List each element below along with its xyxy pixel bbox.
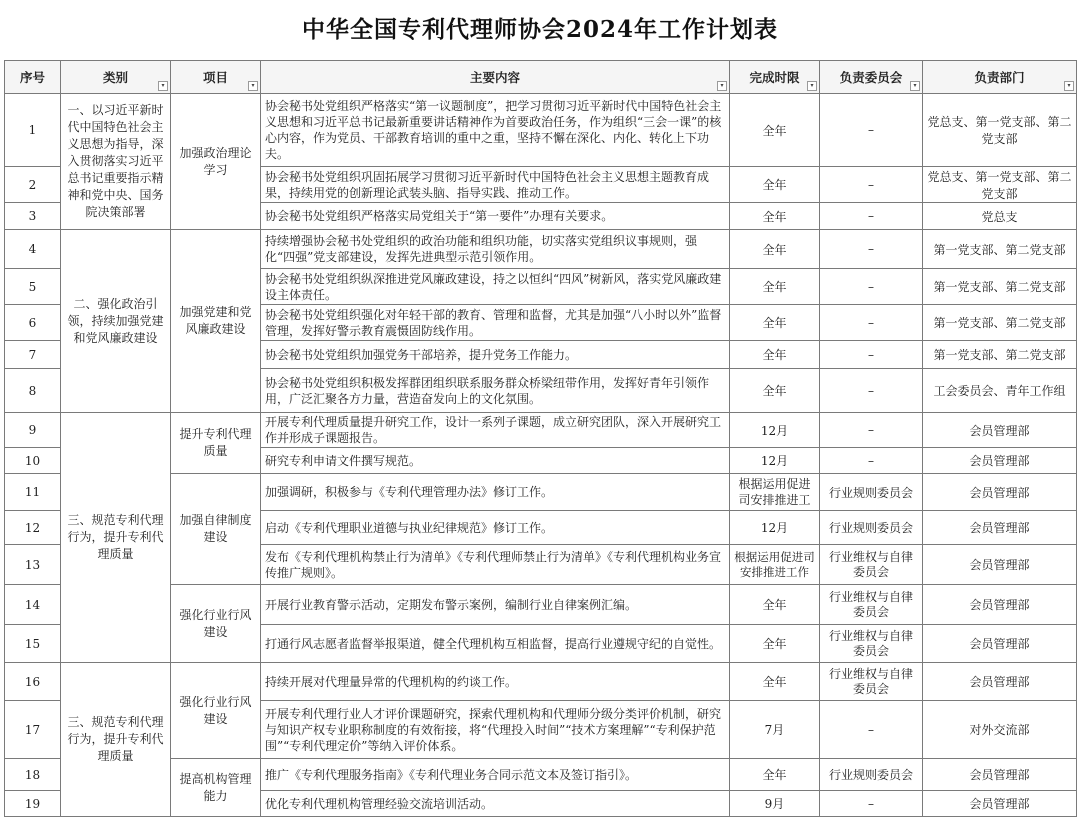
category-cell: 三、规范专利代理行为，提升专利代理质量: [61, 663, 171, 817]
category-cell: 一、以习近平新时代中国特色社会主义思想为指导，深入贯彻落实习近平总书记重要指示精神和党中央、国务院决策部署: [61, 94, 171, 230]
committee-cell: 行业维权与自律委员会: [820, 545, 923, 585]
content-cell: 开展专利代理行业人才评价课题研究，探索代理机构和代理师分级分类评价机制，研究与知识产权专业职称制度的有效衔接，将“代理投入时间”“技术方案理解”“专利保护范围”“专利代理定价”等纳入评价体系。: [261, 701, 730, 759]
content-cell: 加强调研，积极参与《专利代理管理办法》修订工作。: [261, 474, 730, 511]
seq-cell: 5: [5, 269, 61, 305]
seq-cell: 16: [5, 663, 61, 701]
seq-cell: 9: [5, 413, 61, 448]
content-cell: 协会秘书处党组织严格落实“第一议题制度”，把学习贯彻习近平新时代中国特色社会主义思想和习近平总书记最新重要讲话精神作为首要政治任务，作为组织“三会一课”的核心内容，作为党员、干部教育培训的重中之重，坚持不懈在深化、内化、转化上下功夫。: [261, 94, 730, 167]
committee-cell: –: [820, 230, 923, 269]
committee-cell: 行业维权与自律委员会: [820, 663, 923, 701]
filter-dropdown-icon[interactable]: ▾: [807, 81, 817, 91]
deadline-cell: 全年: [730, 167, 820, 203]
seq-cell: 14: [5, 585, 61, 625]
table-row: [5, 230, 1077, 269]
deadline-cell: 全年: [730, 341, 820, 369]
deadline-cell: 9月: [730, 791, 820, 817]
deadline-cell: 根据运用促进司安排推进工: [730, 474, 820, 511]
deadline-cell: 根据运用促进司安排推进工作: [730, 545, 820, 585]
header-seq: 序号: [5, 61, 61, 94]
deadline-cell: 7月: [730, 701, 820, 759]
page-title: 中华全国专利代理师协会2024年工作计划表: [301, 16, 778, 43]
work-plan-table: [4, 60, 1077, 817]
deadline-cell: 全年: [730, 269, 820, 305]
committee-cell: –: [820, 413, 923, 448]
table-row: [5, 94, 1077, 167]
dept-cell: 对外交流部: [923, 701, 1077, 759]
seq-cell: 6: [5, 305, 61, 341]
committee-cell: –: [820, 341, 923, 369]
committee-cell: 行业维权与自律委员会: [820, 585, 923, 625]
header-category[interactable]: 类别 ▾: [61, 61, 171, 94]
project-cell: 加强政治理论学习: [171, 94, 261, 230]
committee-cell: 行业规则委员会: [820, 474, 923, 511]
deadline-cell: 全年: [730, 759, 820, 791]
committee-cell: 行业规则委员会: [820, 511, 923, 545]
content-cell: 协会秘书处党组织巩固拓展学习贯彻习近平新时代中国特色社会主义思想主题教育成果，持续用党的创新理论武装头脑、指导实践、推动工作。: [261, 167, 730, 203]
project-cell: 强化行业行风建设: [171, 663, 261, 759]
dept-cell: 第一党支部、第二党支部: [923, 305, 1077, 341]
seq-cell: 2: [5, 167, 61, 203]
dept-cell: 第一党支部、第二党支部: [923, 269, 1077, 305]
seq-cell: 7: [5, 341, 61, 369]
committee-cell: –: [820, 791, 923, 817]
committee-cell: –: [820, 94, 923, 167]
content-cell: 协会秘书处党组织纵深推进党风廉政建设，持之以恒纠“四风”树新风，落实党风廉政建设主体责任。: [261, 269, 730, 305]
seq-cell: 17: [5, 701, 61, 759]
dept-cell: 会员管理部: [923, 448, 1077, 474]
dept-cell: 会员管理部: [923, 511, 1077, 545]
deadline-cell: 全年: [730, 94, 820, 167]
content-cell: 推广《专利代理服务指南》《专利代理业务合同示范文本及签订指引》。: [261, 759, 730, 791]
header-dept[interactable]: 负责部门 ▾: [923, 61, 1077, 94]
dept-cell: 党总支、第一党支部、第二党支部: [923, 94, 1077, 167]
deadline-cell: 12月: [730, 413, 820, 448]
content-cell: 开展专利代理质量提升研究工作，设计一系列子课题，成立研究团队，深入开展研究工作并形成子课题报告。: [261, 413, 730, 448]
dept-cell: 会员管理部: [923, 474, 1077, 511]
seq-cell: 18: [5, 759, 61, 791]
seq-cell: 1: [5, 94, 61, 167]
header-deadline[interactable]: 完成时限 ▾: [730, 61, 820, 94]
seq-cell: 8: [5, 369, 61, 413]
deadline-cell: 全年: [730, 663, 820, 701]
committee-cell: –: [820, 203, 923, 230]
committee-cell: 行业规则委员会: [820, 759, 923, 791]
seq-cell: 11: [5, 474, 61, 511]
project-cell: 加强党建和党风廉政建设: [171, 230, 261, 413]
dept-cell: 会员管理部: [923, 625, 1077, 663]
deadline-cell: 全年: [730, 203, 820, 230]
committee-cell: –: [820, 167, 923, 203]
category-cell: 二、强化政治引领，持续加强党建和党风廉政建设: [61, 230, 171, 413]
table-row: [5, 663, 1077, 701]
header-committee[interactable]: 负责委员会 ▾: [820, 61, 923, 94]
dept-cell: 会员管理部: [923, 791, 1077, 817]
dept-cell: 会员管理部: [923, 545, 1077, 585]
dept-cell: 会员管理部: [923, 413, 1077, 448]
content-cell: 协会秘书处党组织积极发挥群团组织联系服务群众桥梁纽带作用，发挥好青年引领作用，广泛汇聚各方力量，营造奋发向上的文化氛围。: [261, 369, 730, 413]
seq-cell: 15: [5, 625, 61, 663]
seq-cell: 3: [5, 203, 61, 230]
seq-cell: 4: [5, 230, 61, 269]
content-cell: 优化专利代理机构管理经验交流培训活动。: [261, 791, 730, 817]
table-row: [5, 413, 1077, 448]
deadline-cell: 全年: [730, 230, 820, 269]
dept-cell: 第一党支部、第二党支部: [923, 230, 1077, 269]
dept-cell: 第一党支部、第二党支部: [923, 341, 1077, 369]
content-cell: 开展行业教育警示活动，定期发布警示案例，编制行业自律案例汇编。: [261, 585, 730, 625]
header-content[interactable]: 主要内容 ▾: [261, 61, 730, 94]
content-cell: 协会秘书处党组织强化对年轻干部的教育、管理和监督，尤其是加强“八小时以外”监督管理，发挥好警示教育震慑固防线作用。: [261, 305, 730, 341]
filter-dropdown-icon[interactable]: ▾: [1064, 81, 1074, 91]
content-cell: 发布《专利代理机构禁止行为清单》《专利代理师禁止行为清单》《专利代理机构业务宣传推广规则》。: [261, 545, 730, 585]
filter-dropdown-icon[interactable]: ▾: [910, 81, 920, 91]
seq-cell: 10: [5, 448, 61, 474]
project-cell: 强化行业行风建设: [171, 585, 261, 663]
content-cell: 协会秘书处党组织加强党务干部培养，提升党务工作能力。: [261, 341, 730, 369]
seq-cell: 12: [5, 511, 61, 545]
deadline-cell: 全年: [730, 585, 820, 625]
filter-dropdown-icon[interactable]: ▾: [158, 81, 168, 91]
seq-cell: 19: [5, 791, 61, 817]
dept-cell: 党总支、第一党支部、第二党支部: [923, 167, 1077, 203]
content-cell: 研究专利申请文件撰写规范。: [261, 448, 730, 474]
filter-dropdown-icon[interactable]: ▾: [717, 81, 727, 91]
committee-cell: 行业维权与自律委员会: [820, 625, 923, 663]
content-cell: 持续开展对代理量异常的代理机构的约谈工作。: [261, 663, 730, 701]
dept-cell: 党总支: [923, 203, 1077, 230]
project-cell: 提高机构管理能力: [171, 759, 261, 817]
committee-cell: –: [820, 369, 923, 413]
project-cell: 加强自律制度建设: [171, 474, 261, 585]
deadline-cell: 全年: [730, 625, 820, 663]
header-row: [5, 61, 1077, 94]
content-cell: 持续增强协会秘书处党组织的政治功能和组织功能，切实落实党组织议事规则，强化“四强”党支部建设，发挥先进典型示范引领作用。: [261, 230, 730, 269]
dept-cell: 工会委员会、青年工作组: [923, 369, 1077, 413]
deadline-cell: 全年: [730, 305, 820, 341]
header-project[interactable]: 项目 ▾: [171, 61, 261, 94]
content-cell: 启动《专利代理职业道德与执业纪律规范》修订工作。: [261, 511, 730, 545]
deadline-cell: 12月: [730, 511, 820, 545]
deadline-cell: 全年: [730, 369, 820, 413]
dept-cell: 会员管理部: [923, 663, 1077, 701]
committee-cell: –: [820, 701, 923, 759]
dept-cell: 会员管理部: [923, 759, 1077, 791]
committee-cell: –: [820, 305, 923, 341]
content-cell: 协会秘书处党组织严格落实局党组关于“第一要件”办理有关要求。: [261, 203, 730, 230]
committee-cell: –: [820, 269, 923, 305]
category-cell: 三、规范专利代理行为，提升专利代理质量: [61, 413, 171, 663]
project-cell: 提升专利代理质量: [171, 413, 261, 474]
seq-cell: 13: [5, 545, 61, 585]
content-cell: 打通行风志愿者监督举报渠道，健全代理机构互相监督，提高行业遵规守纪的自觉性。: [261, 625, 730, 663]
deadline-cell: 12月: [730, 448, 820, 474]
committee-cell: –: [820, 448, 923, 474]
dept-cell: 会员管理部: [923, 585, 1077, 625]
filter-dropdown-icon[interactable]: ▾: [248, 81, 258, 91]
